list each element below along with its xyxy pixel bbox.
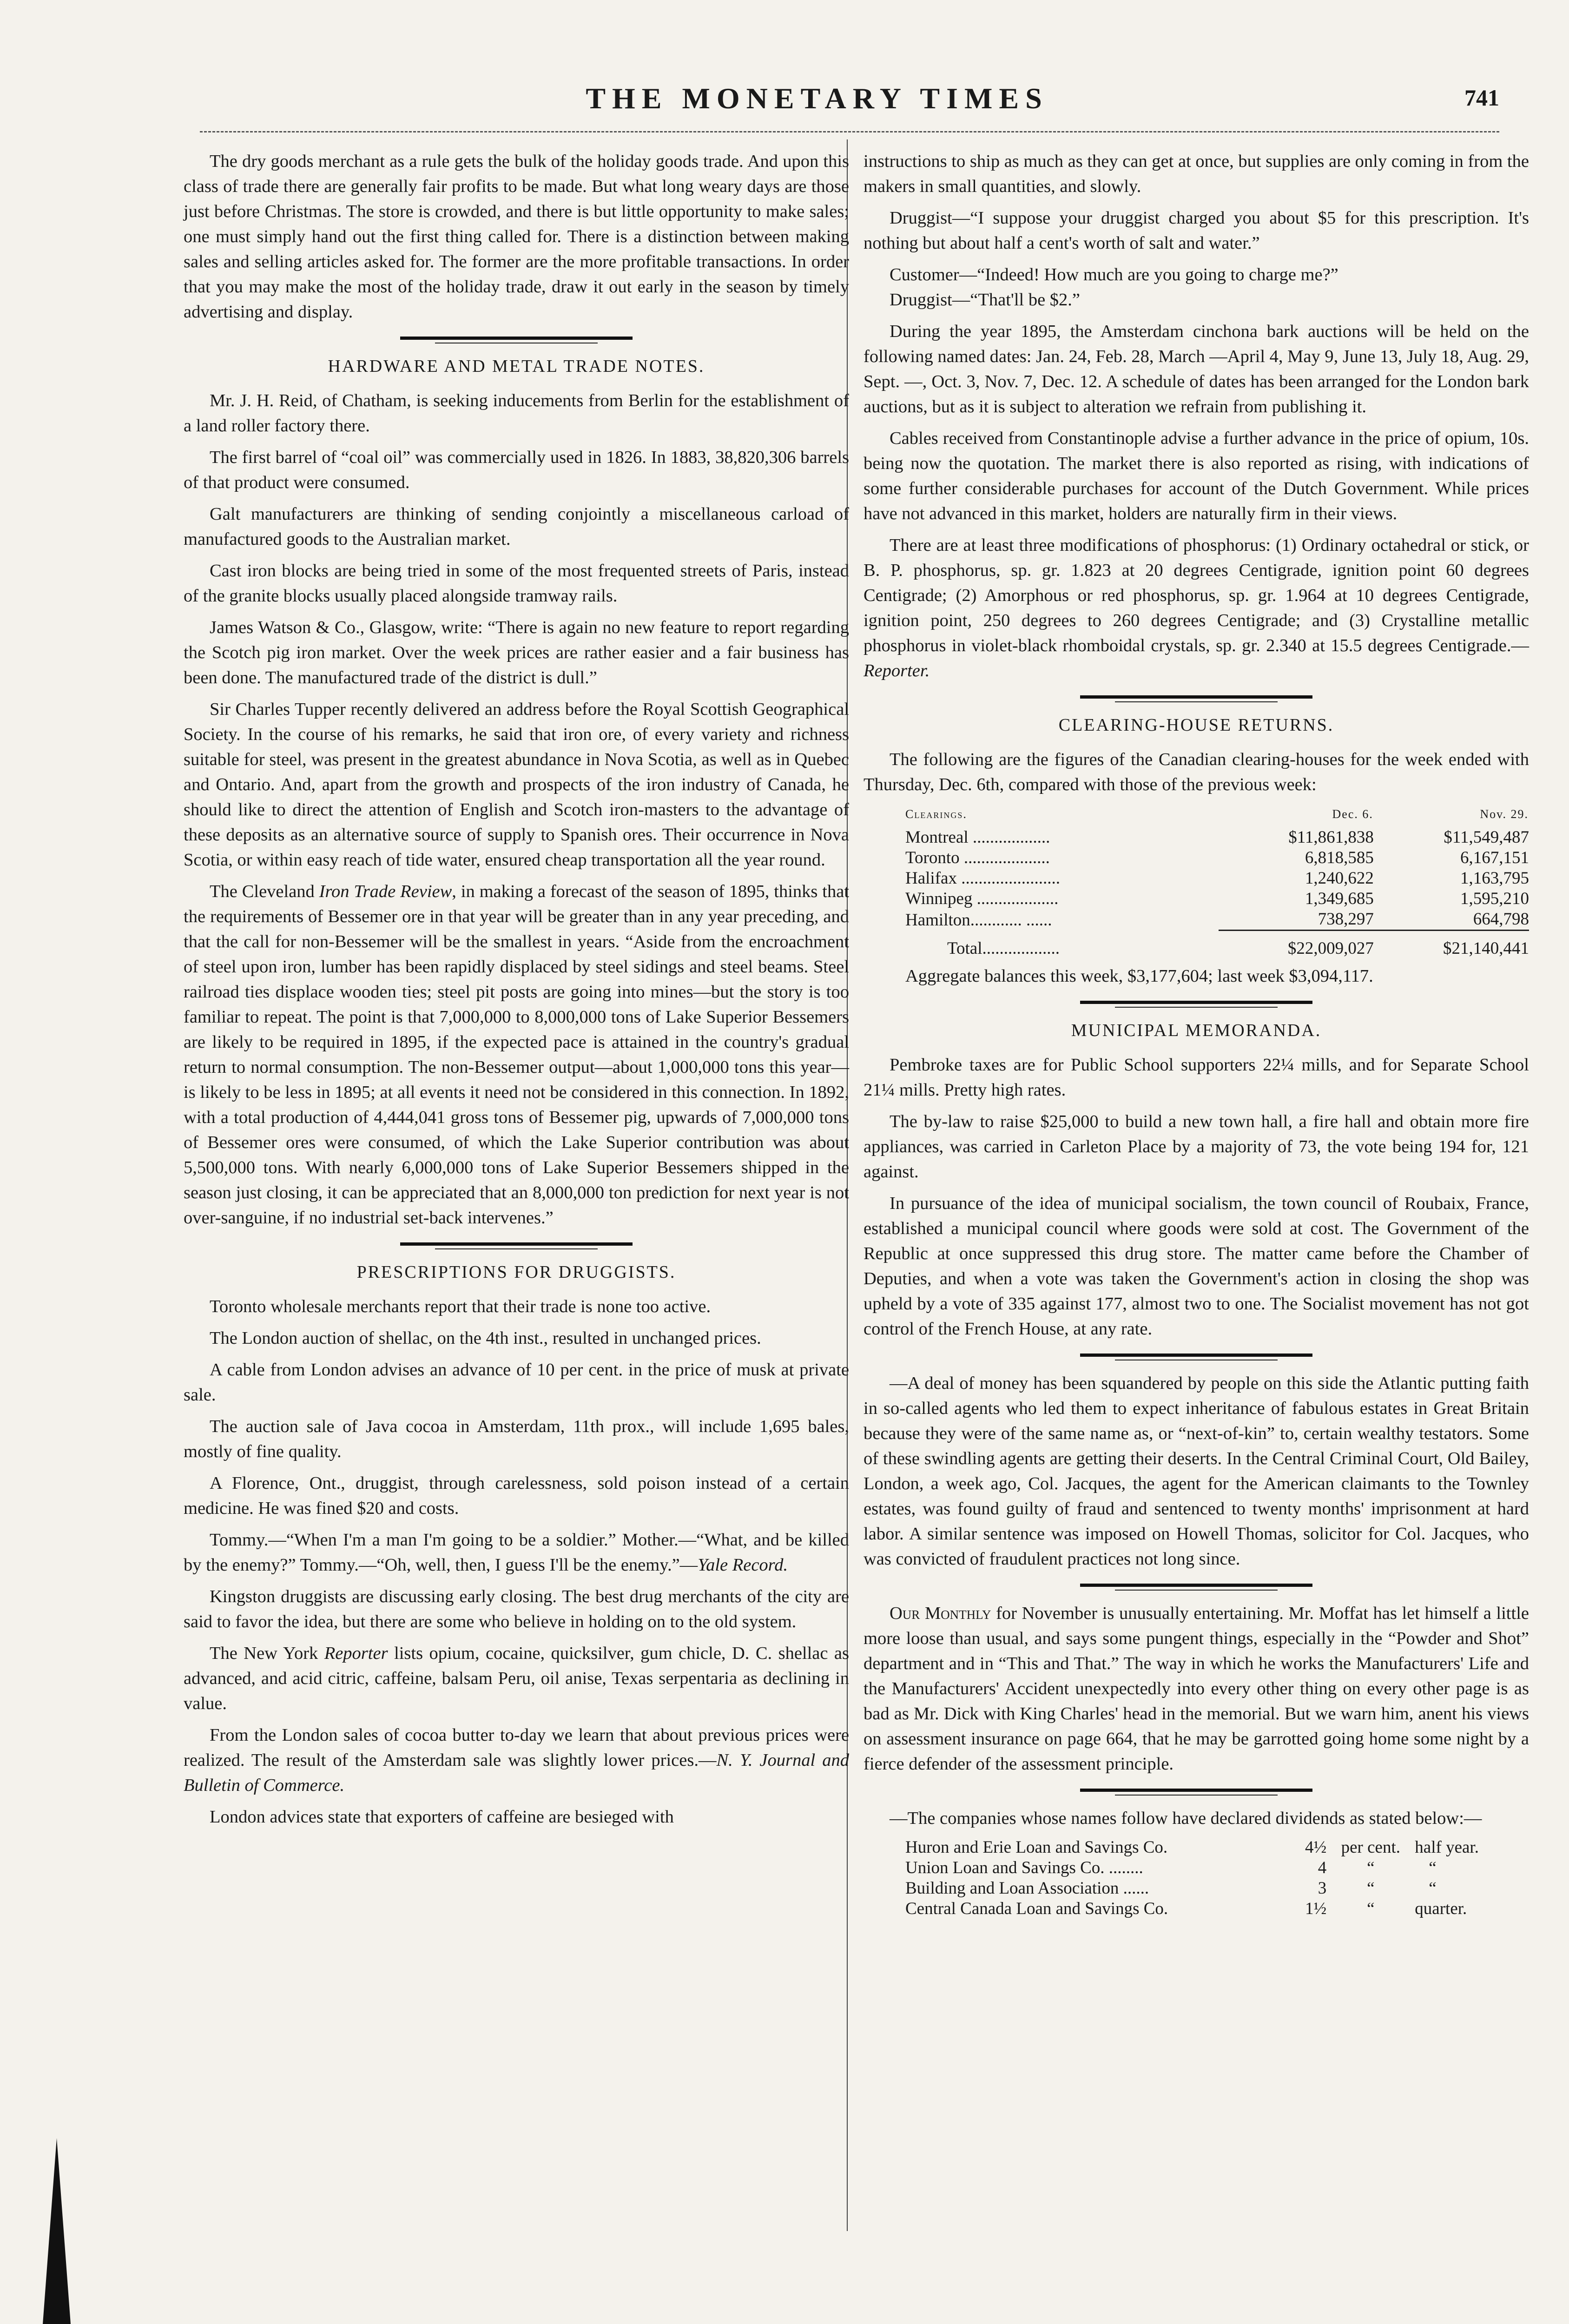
aggregate-balances: Aggregate balances this week, $3,177,604; last week $3,094,117.: [905, 966, 1373, 986]
table-row: Huron and Erie Loan and Savings Co. 4½ per cent. half year.: [905, 1838, 1479, 1857]
druggists-paragraph: A Florence, Ont., druggist, through carelessness, sold poison instead of a certain medicine. He was fined $20 and costs.: [184, 1473, 849, 1518]
section-separator: [1080, 1353, 1312, 1360]
continued-paragraph: instructions to ship as much as they can get at once, but supplies are only coming in from the makers in small quantities, and slowly.: [864, 152, 1529, 196]
table-row: Central Canada Loan and Savings Co. 1½ “ quarter.: [905, 1899, 1467, 1918]
masthead: [135, 81, 1499, 123]
section-separator: [1080, 1789, 1312, 1796]
masthead-rule: [200, 131, 1499, 132]
section-separator: [1080, 695, 1312, 702]
dividends-table: [905, 1837, 1510, 1919]
page-number: 741: [1464, 85, 1499, 111]
druggists-paragraph: The London auction of shellac, on the 4th inst., resulted in unchanged prices.: [210, 1328, 761, 1348]
table-row: Hamilton............ ...... 738,297 664,798: [905, 910, 1529, 930]
hardware-paragraph: The first barrel of “coal oil” was commercially used in 1826. In 1883, 38,820,306 barrels of that product were consumed.: [184, 448, 849, 492]
section-separator: [400, 1242, 633, 1249]
section-separator: [1080, 1001, 1312, 1008]
hardware-paragraph: Mr. J. H. Reid, of Chatham, is seeking inducements from Berlin for the establishment of a land roller factory there.: [184, 391, 849, 436]
dialogue-line: Druggist—“That'll be $2.”: [890, 290, 1081, 310]
druggists-paragraph: A cable from London advises an advance of 10 per cent. in the price of musk at private sale.: [184, 1360, 849, 1405]
left-column: [184, 149, 849, 1836]
dividends-intro: —The companies whose names follow have declared dividends as stated below:—: [890, 1809, 1482, 1828]
binding-shadow: [43, 2138, 71, 2324]
table-row: Halifax ....................... 1,240,622 1,163,795: [905, 869, 1529, 888]
hardware-paragraph: Galt manufacturers are thinking of sending conjointly a miscellaneous carload of manufactured goods to the Australian market.: [184, 504, 849, 549]
table-row: Montreal .................. $11,861,838 $11,549,487: [905, 828, 1529, 847]
section-separator: [1080, 1584, 1312, 1591]
total-row: Total.................. $22,009,027 $21,140,441: [947, 939, 1529, 958]
municipal-paragraph: The by-law to raise $25,000 to build a new town hall, a fire hall and obtain more fire appliances, was carried in Carleton Place by a majority of 73, the vote being 194 for, 121 against.: [864, 1112, 1529, 1182]
clearing-intro: The following are the figures of the Canadian clearing-houses for the week ended with Thursday, Dec. 6th, compared with those of the previous week:: [864, 750, 1529, 794]
source-credit: Yale Record.: [698, 1555, 788, 1575]
druggists-paragraph: Toronto wholesale merchants report that their trade is none too active.: [210, 1297, 711, 1316]
source-credit: N. Y. Journal and Bulletin of Commerce.: [184, 1750, 850, 1795]
cinchona-paragraph: During the year 1895, the Amsterdam cinchona bark auctions will be held on the following named dates: Jan. 24, Feb. 28, March —April 4, May 9, June 13, July 18, Aug. 29, Sept. —, Oct. 3, Nov. 7, Dec. 12. A schedule of dates has been arranged for the London bark auctions, but as it is subject to alteration we refrain from publishing it.: [864, 322, 1529, 416]
druggists-paragraph: The auction sale of Java cocoa in Amsterdam, 11th prox., will include 1,695 bales, mostly of fine quality.: [184, 1417, 849, 1461]
druggists-heading: PRESCRIPTIONS FOR DRUGGISTS.: [356, 1262, 676, 1282]
dry-goods-paragraph: The dry goods merchant as a rule gets the bulk of the holiday goods trade. And upon this class of trade there are generally fair profits to be made. But what long weary days are those just before Christmas. The store is crowded, and there is but little opportunity to make sales; one must simply hand out the first thing called for. There is a distinction between making sales and selling articles asked for. The former are the more profitable transactions. In order that you may make the most of the holiday trade, draw it out early in the season by timely advertising and display.: [184, 152, 849, 322]
reporter-paragraph: The New York Reporter lists opium, cocaine, quicksilver, gum chicle, D. C. shellac as advanced, and acid citric, caffeine, balsam Peru, oil anise, Texas serpentaria as declining in value.: [184, 1644, 849, 1713]
municipal-paragraph: Pembroke taxes are for Public School supporters 22¼ mills, and for Separate School 21¼ mills. Pretty high rates.: [864, 1055, 1529, 1100]
phosphorus-paragraph: There are at least three modifications of phosphorus: (1) Ordinary octahedral or stick, or B. P. phosphorus, sp. gr. 1.823 at 20 degrees Centigrade, ignition point 60 degrees Centigrade; (2) Amorphous or red phosphorus, sp. gr. 1.964 at 10 degrees Centigrade, ignition point, 250 degrees to 260 degrees Centigrade; and (3) Crystalline metallic phosphorus in violet-black rhomboidal crystals, sp. gr. 2.340 at 15.5 degrees Centigrade.—Reporter.: [864, 535, 1529, 680]
previous-week-header: Nov. 29.: [1480, 807, 1529, 821]
hardware-heading: HARDWARE AND METAL TRADE NOTES.: [328, 357, 705, 376]
publication-name: Iron Trade Review: [319, 882, 452, 901]
publication-name: Reporter: [324, 1644, 388, 1663]
clearing-heading: CLEARING-HOUSE RETURNS.: [1058, 715, 1334, 735]
table-row: Building and Loan Association ...... 3 “ “: [905, 1879, 1437, 1898]
table-row: Toronto .................... 6,818,585 6,167,151: [905, 848, 1529, 867]
cocoa-paragraph: From the London sales of cocoa butter to-day we learn that about previous prices were realized. The result of the Amsterdam sale was slightly lower prices.—N. Y. Journal and Bulletin of Commerce.: [184, 1725, 850, 1795]
inheritance-paragraph: —A deal of money has been squandered by people on this side the Atlantic putting faith in so-called agents who led them to expect inheritance of fabulous estates in Great Britain because they were of the same name as, or “next-of-kin” to, certain wealthy testators. Some of these swindling agents are getting their deserts. In the Central Criminal Court, Old Bailey, London, a week ago, Col. Jacques, the agent for the American claimants to the Townley estates, was found guilty of fraud and sentenced to twenty months' imprisonment at hard labor. A similar sentence was imposed on Howell Thomas, solicitor for Col. Jacques, who was convicted of fraudulent practices not long since.: [864, 1373, 1529, 1569]
table-row: Winnipeg ................... 1,349,685 1,595,210: [905, 889, 1529, 908]
section-separator: [400, 337, 633, 343]
publication-title: THE MONETARY TIMES: [586, 82, 1048, 115]
opium-paragraph: Cables received from Constantinople advise a further advance in the price of opium, 10s. being now the quotation. The market there is also reported as rising, with indications of some further considerable purchases for account of the Dutch Government. While prices have not advanced in this market, holders are naturally firm in their views.: [864, 429, 1529, 523]
source-credit: Reporter.: [864, 661, 930, 680]
monthly-paragraph: Our Monthly for November is unusually entertaining. Mr. Moffat has let himself a little more loose than usual, and says some pungent things, especially in the “Powder and Shot” department and in “This and That.” The way in which he works the Manufacturers' Life and the Manufacturers' Accident unexpectedly into every other thing on every other page is as bad as Mr. Dick with King Charles' head in the memorial. But we warn him, anent his views on assessment insurance on page 664, that he may be garrotted going home some night by a fierce defender of the assessment principle.: [864, 1604, 1529, 1774]
current-week-header: Dec. 6.: [1332, 807, 1373, 821]
cleveland-paragraph: The Cleveland Iron Trade Review, in making a forecast of the season of 1895, thinks that the requirements of Bessemer ore in that year will be greater than in any year preceding, and that the call for non-Bessemer will be the smallest in years. “Aside from the encroachment of steel upon iron, lumber has been rapidly displaced by steel sidings and steel beams. Steel railroad ties displace wooden ties; steel pit posts are going into mines—but the story is too familiar to repeat. The point is that 7,000,000 to 8,000,000 tons of Lake Superior Bessemers are likely to be required in 1895, if the expected pace is attained in the country's gradual return to normal consumption. The non-Bessemer output—about 1,000,000 tons this year—is likely to be less in 1895; at all events it need not be considered in this connection. In 1892, with a total production of 4,444,041 gross tons of Bessemer pig, upwards of 7,000,000 tons of Bessemer ores were consumed, of which the Lake Superior contribution was about 5,500,000 tons. With nearly 6,000,000 tons of Lake Superior Bessemers shipped in the season just closing, it can be appreciated that an 8,000,000 ton prediction for next year is not over-sanguine, if no industrial set-back intervenes.”: [184, 882, 849, 1228]
hardware-paragraph: James Watson & Co., Glasgow, write: “There is again no new feature to report regarding the Scotch pig iron market. Over the week prices are rather easier and a fair business has been done. The manufactured trade of the district is dull.”: [184, 618, 849, 687]
kingston-paragraph: Kingston druggists are discussing early closing. The best drug merchants of the city are said to favor the idea, but there are some who believe in holding on to the old system.: [184, 1587, 849, 1631]
municipal-paragraph: In pursuance of the idea of municipal socialism, the town council of Roubaix, France, established a municipal council where goods were sold at cost. The Government of the Republic at once suppressed this drug store. The matter came before the Chamber of Deputies, and when a vote was taken the Government's action in closing the shop was upheld by a vote of 335 against 177, almost two to one. The Socialist movement has not got control of the French House, at any rate.: [864, 1194, 1529, 1339]
hardware-paragraph: Sir Charles Tupper recently delivered an address before the Royal Scottish Geographical Society. In the course of his remarks, he said that iron ore, of every variety and richness suitable for steel, was present in the greatest abundance in Nova Scotia, as well as in Quebec and Ontario. And, apart from the growth and prospects of the iron industry of Canada, he should like to direct the attention of English and Scotch iron-masters to the advantage of these deposits as an alternative source of supply to Spanish ores. Their occurrence in Nova Scotia, or within easy reach of tide water, ensured cheap transportation all the year round.: [184, 700, 849, 870]
hardware-paragraph: Cast iron blocks are being tried in some of the most frequented streets of Paris, instead of the granite blocks usually placed alongside tramway rails.: [184, 561, 849, 606]
clearing-table: [864, 804, 1529, 959]
caffeine-paragraph: London advices state that exporters of caffeine are besieged with: [210, 1807, 674, 1827]
table-row: Union Loan and Savings Co. ........ 4 “ “: [905, 1858, 1437, 1877]
municipal-heading: MUNICIPAL MEMORANDA.: [1071, 1021, 1322, 1040]
dialogue-line: Customer—“Indeed! How much are you going to charge me?”: [890, 265, 1338, 284]
clearings-column-header: Clearings.: [905, 807, 967, 821]
right-column: [864, 149, 1529, 1924]
tommy-paragraph: Tommy.—“When I'm a man I'm going to be a soldier.” Mother.—“What, and be killed by the enemy?” Tommy.—“Oh, well, then, I guess I'll be the enemy.”—Yale Record.: [184, 1530, 849, 1575]
dialogue-line: Druggist—“I suppose your druggist charged you about $5 for this prescription. It's nothing but about half a cent's worth of salt and water.”: [864, 208, 1529, 253]
